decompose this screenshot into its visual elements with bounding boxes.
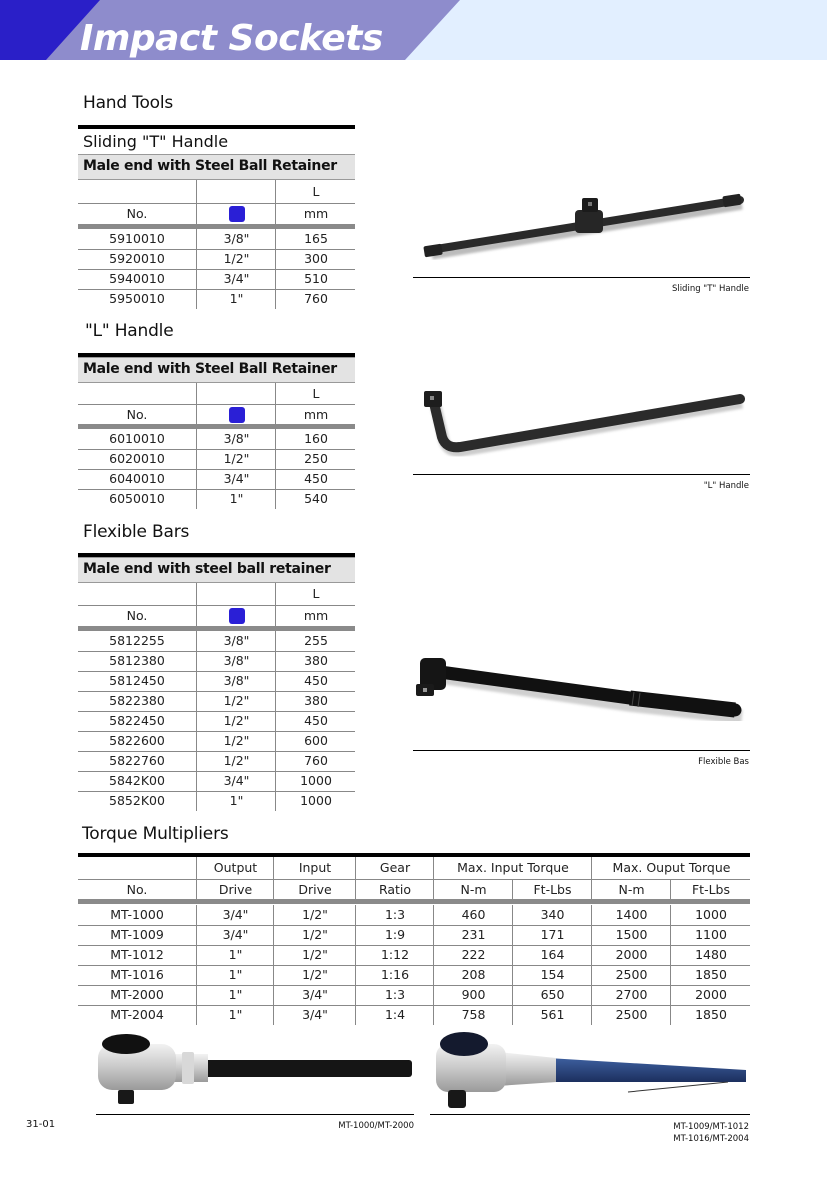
length-mm: 450 [275,671,356,691]
torque-cell: 222 [433,945,513,965]
table-row [78,905,750,926]
length-mm: 300 [275,249,356,269]
table-subtitle-bar [78,557,355,583]
torque-cell: 208 [433,965,513,985]
col-mm-label: mm [275,204,356,224]
col-l-label: L [275,180,356,203]
torque-header-cell: Gear [355,857,434,879]
table-row [78,429,355,450]
page-header-title: Impact Sockets [80,18,383,59]
table-row [78,229,355,250]
flex-bars-title: Flexible Bars [83,522,190,542]
length-mm: 450 [275,711,356,731]
part-number: 6010010 [109,431,165,446]
drive-size: 1/2" [196,731,276,751]
header-row-2 [78,405,355,429]
empty-cell [196,180,276,203]
table-row [78,449,355,470]
table-row [78,771,355,792]
torque-cell: 1" [196,1005,274,1025]
torque-subheader-cell: No. [126,882,148,897]
table-row [78,945,750,966]
length-mm: 250 [275,449,356,469]
sliding-t-caption: Sliding "T" Handle [671,284,749,294]
torque-header-cell: Max. Input Torque [433,857,592,879]
torque-cell: 561 [512,1005,592,1025]
table-subtitle: Male end with steel ball retainer [83,561,331,577]
col-no-label: No. [126,206,148,221]
part-number: 5852K00 [109,793,165,808]
torque-cell: MT-1012 [110,947,164,962]
torque-multiplier-drawing-1 [92,1032,414,1110]
header-row-1 [78,383,355,405]
caption-rule [413,750,750,751]
part-number: 5812450 [109,673,165,688]
torque-subheader-cell: Drive [273,880,356,899]
torque-title: Torque Multipliers [82,824,229,844]
table-subtitle-bar [78,357,355,383]
sliding-t-handle-drawing [420,190,750,265]
torque-cell: 2700 [591,985,671,1005]
empty-cell [78,180,196,203]
length-mm: 255 [275,631,356,651]
torque-cell: 650 [512,985,592,1005]
torque-cell: 1/2" [273,965,356,985]
header-row-2 [78,204,355,229]
torque-cell: 1:3 [355,905,434,925]
length-mm: 1000 [275,791,356,811]
torque-header-cell: Input [273,857,356,879]
mt-right-caption [673,1121,749,1145]
torque-cell: 1:16 [355,965,434,985]
empty-cell [196,583,276,605]
table-top-rule [78,125,355,129]
drive-size: 1/2" [196,449,276,469]
torque-cell: 1400 [591,905,671,925]
drive-size: 1/2" [196,691,276,711]
length-mm: 450 [275,469,356,489]
torque-cell: MT-1016 [110,967,164,982]
length-mm: 380 [275,691,356,711]
drive-size: 3/8" [196,671,276,691]
part-number: 6040010 [109,471,165,486]
drive-col-header [196,606,276,626]
length-mm: 1000 [275,771,356,791]
drive-size: 1" [196,289,276,309]
empty-cell [196,383,276,404]
torque-multiplier-drawing-2 [428,1030,750,1112]
table-row [78,489,355,509]
mt-1000-image [92,1032,414,1110]
torque-cell: 460 [433,905,513,925]
torque-cell: MT-1009 [110,927,164,942]
table-row [78,289,355,309]
torque-cell: 3/4" [273,1005,356,1025]
torque-cell: MT-2004 [110,1007,164,1022]
drive-size: 3/8" [196,631,276,651]
torque-subheader-cell: N-m [433,880,513,899]
torque-cell: 1000 [670,905,751,925]
header-row-1 [78,857,750,880]
square-drive-icon [229,407,245,423]
section-title: Hand Tools [83,93,174,113]
drive-size: 3/4" [196,269,276,289]
drive-size: 3/8" [196,229,276,249]
table-row [78,249,355,270]
part-number: 5822600 [109,733,165,748]
drive-col-header [196,405,276,424]
length-mm: 165 [275,229,356,249]
torque-cell: 900 [433,985,513,1005]
part-number: 5822450 [109,713,165,728]
torque-header-cell: Max. Ouput Torque [591,857,751,879]
caption-rule [413,277,750,278]
torque-cell: 1:9 [355,925,434,945]
drive-size: 1/2" [196,751,276,771]
square-drive-icon [229,206,245,222]
torque-header-cell [78,857,196,879]
empty-cell [78,383,196,404]
torque-cell: 340 [512,905,592,925]
l-handle-drawing [420,385,750,465]
drive-col-header [196,204,276,224]
page-number: 31-01 [26,1119,56,1130]
table-row [78,269,355,290]
table-row [78,671,355,692]
torque-cell: 1" [196,945,274,965]
caption-rule [96,1114,414,1115]
part-number: 6050010 [109,491,165,506]
col-mm-label: mm [275,405,356,424]
part-number: 5950010 [109,291,165,306]
col-l-label: L [275,583,356,605]
torque-cell: 2000 [591,945,671,965]
torque-cell: 171 [512,925,592,945]
length-mm: 760 [275,289,356,309]
flex-bars-caption: Flexible Bas [698,757,749,767]
length-mm: 380 [275,651,356,671]
torque-cell: 1480 [670,945,751,965]
drive-size: 3/8" [196,651,276,671]
table-row [78,751,355,772]
table-row [78,985,750,1006]
length-mm: 760 [275,751,356,771]
table-subtitle: Male end with Steel Ball Retainer [83,158,337,174]
torque-cell: 1:3 [355,985,434,1005]
drive-size: 1" [196,489,276,509]
mt-right-caption-line-1: MT-1009/MT-1012 [673,1122,749,1132]
torque-subheader-cell: N-m [591,880,671,899]
part-number: 5822760 [109,753,165,768]
length-mm: 540 [275,489,356,509]
part-number: 5812380 [109,653,165,668]
length-mm: 600 [275,731,356,751]
torque-subheader-cell: Ft-Lbs [670,880,751,899]
table-row [78,731,355,752]
torque-cell: 1/2" [273,945,356,965]
l-handle-title: "L" Handle [85,321,174,341]
torque-cell: 2500 [591,1005,671,1025]
table-row [78,965,750,986]
mt-left-caption: MT-1000/MT-2000 [338,1121,414,1131]
header-row-1 [78,583,355,606]
part-number: 5910010 [109,231,165,246]
part-number: 5822380 [109,693,165,708]
torque-header-cell: Output [196,857,274,879]
torque-cell: 1/2" [273,925,356,945]
drive-size: 1" [196,791,276,811]
col-mm-label: mm [275,606,356,626]
torque-cell: MT-1000 [110,907,164,922]
col-no-label: No. [126,407,148,422]
caption-rule [413,474,750,475]
table-subtitle: Male end with Steel Ball Retainer [83,361,337,377]
torque-cell: 2000 [670,985,751,1005]
header-row-1 [78,180,355,204]
torque-cell: 1:12 [355,945,434,965]
torque-cell: 1850 [670,1005,751,1025]
part-number: 5842K00 [109,773,165,788]
l-handle-caption: "L" Handle [703,481,749,491]
flexible-bar-drawing [410,650,750,740]
table-row [78,631,355,652]
part-number: 5920010 [109,251,165,266]
torque-cell: 758 [433,1005,513,1025]
torque-cell: 2500 [591,965,671,985]
torque-cell: 1" [196,985,274,1005]
empty-cell [78,583,196,605]
torque-cell: 1/2" [273,905,356,925]
header-row-2 [78,606,355,631]
torque-cell: 1100 [670,925,751,945]
length-mm: 160 [275,429,356,449]
mt-right-caption-line-2: MT-1016/MT-2004 [673,1134,749,1144]
torque-cell: 3/4" [196,925,274,945]
part-number: 5940010 [109,271,165,286]
torque-cell: 1500 [591,925,671,945]
length-mm: 510 [275,269,356,289]
part-number: 5812255 [109,633,165,648]
torque-subheader-cell: Ratio [355,880,434,899]
mt-1009-image [428,1030,750,1112]
square-drive-icon [229,608,245,624]
table-row [78,925,750,946]
table-row [78,691,355,712]
torque-cell: 164 [512,945,592,965]
torque-subheader-cell: Drive [196,880,274,899]
table-title: Sliding "T" Handle [83,132,229,151]
torque-cell: 3/4" [196,905,274,925]
torque-cell: 1" [196,965,274,985]
table-row [78,1005,750,1025]
l-handle-image [420,385,750,465]
header-row-2 [78,880,750,904]
torque-cell: 1:4 [355,1005,434,1025]
drive-size: 3/4" [196,469,276,489]
table-row [78,651,355,672]
col-no-label: No. [126,608,148,623]
table-row [78,791,355,811]
sliding-t-handle-image [420,190,750,265]
flexible-bar-image [410,650,750,740]
table-subtitle-bar [78,154,355,180]
drive-size: 1/2" [196,711,276,731]
table-row [78,469,355,490]
table-row [78,711,355,732]
torque-cell: MT-2000 [110,987,164,1002]
torque-cell: 154 [512,965,592,985]
part-number: 6020010 [109,451,165,466]
torque-cell: 3/4" [273,985,356,1005]
caption-rule [430,1114,750,1115]
torque-cell: 231 [433,925,513,945]
drive-size: 1/2" [196,249,276,269]
torque-subheader-cell: Ft-Lbs [512,880,592,899]
header-band [0,0,827,60]
drive-size: 3/8" [196,429,276,449]
col-l-label: L [275,383,356,404]
torque-cell: 1850 [670,965,751,985]
drive-size: 3/4" [196,771,276,791]
